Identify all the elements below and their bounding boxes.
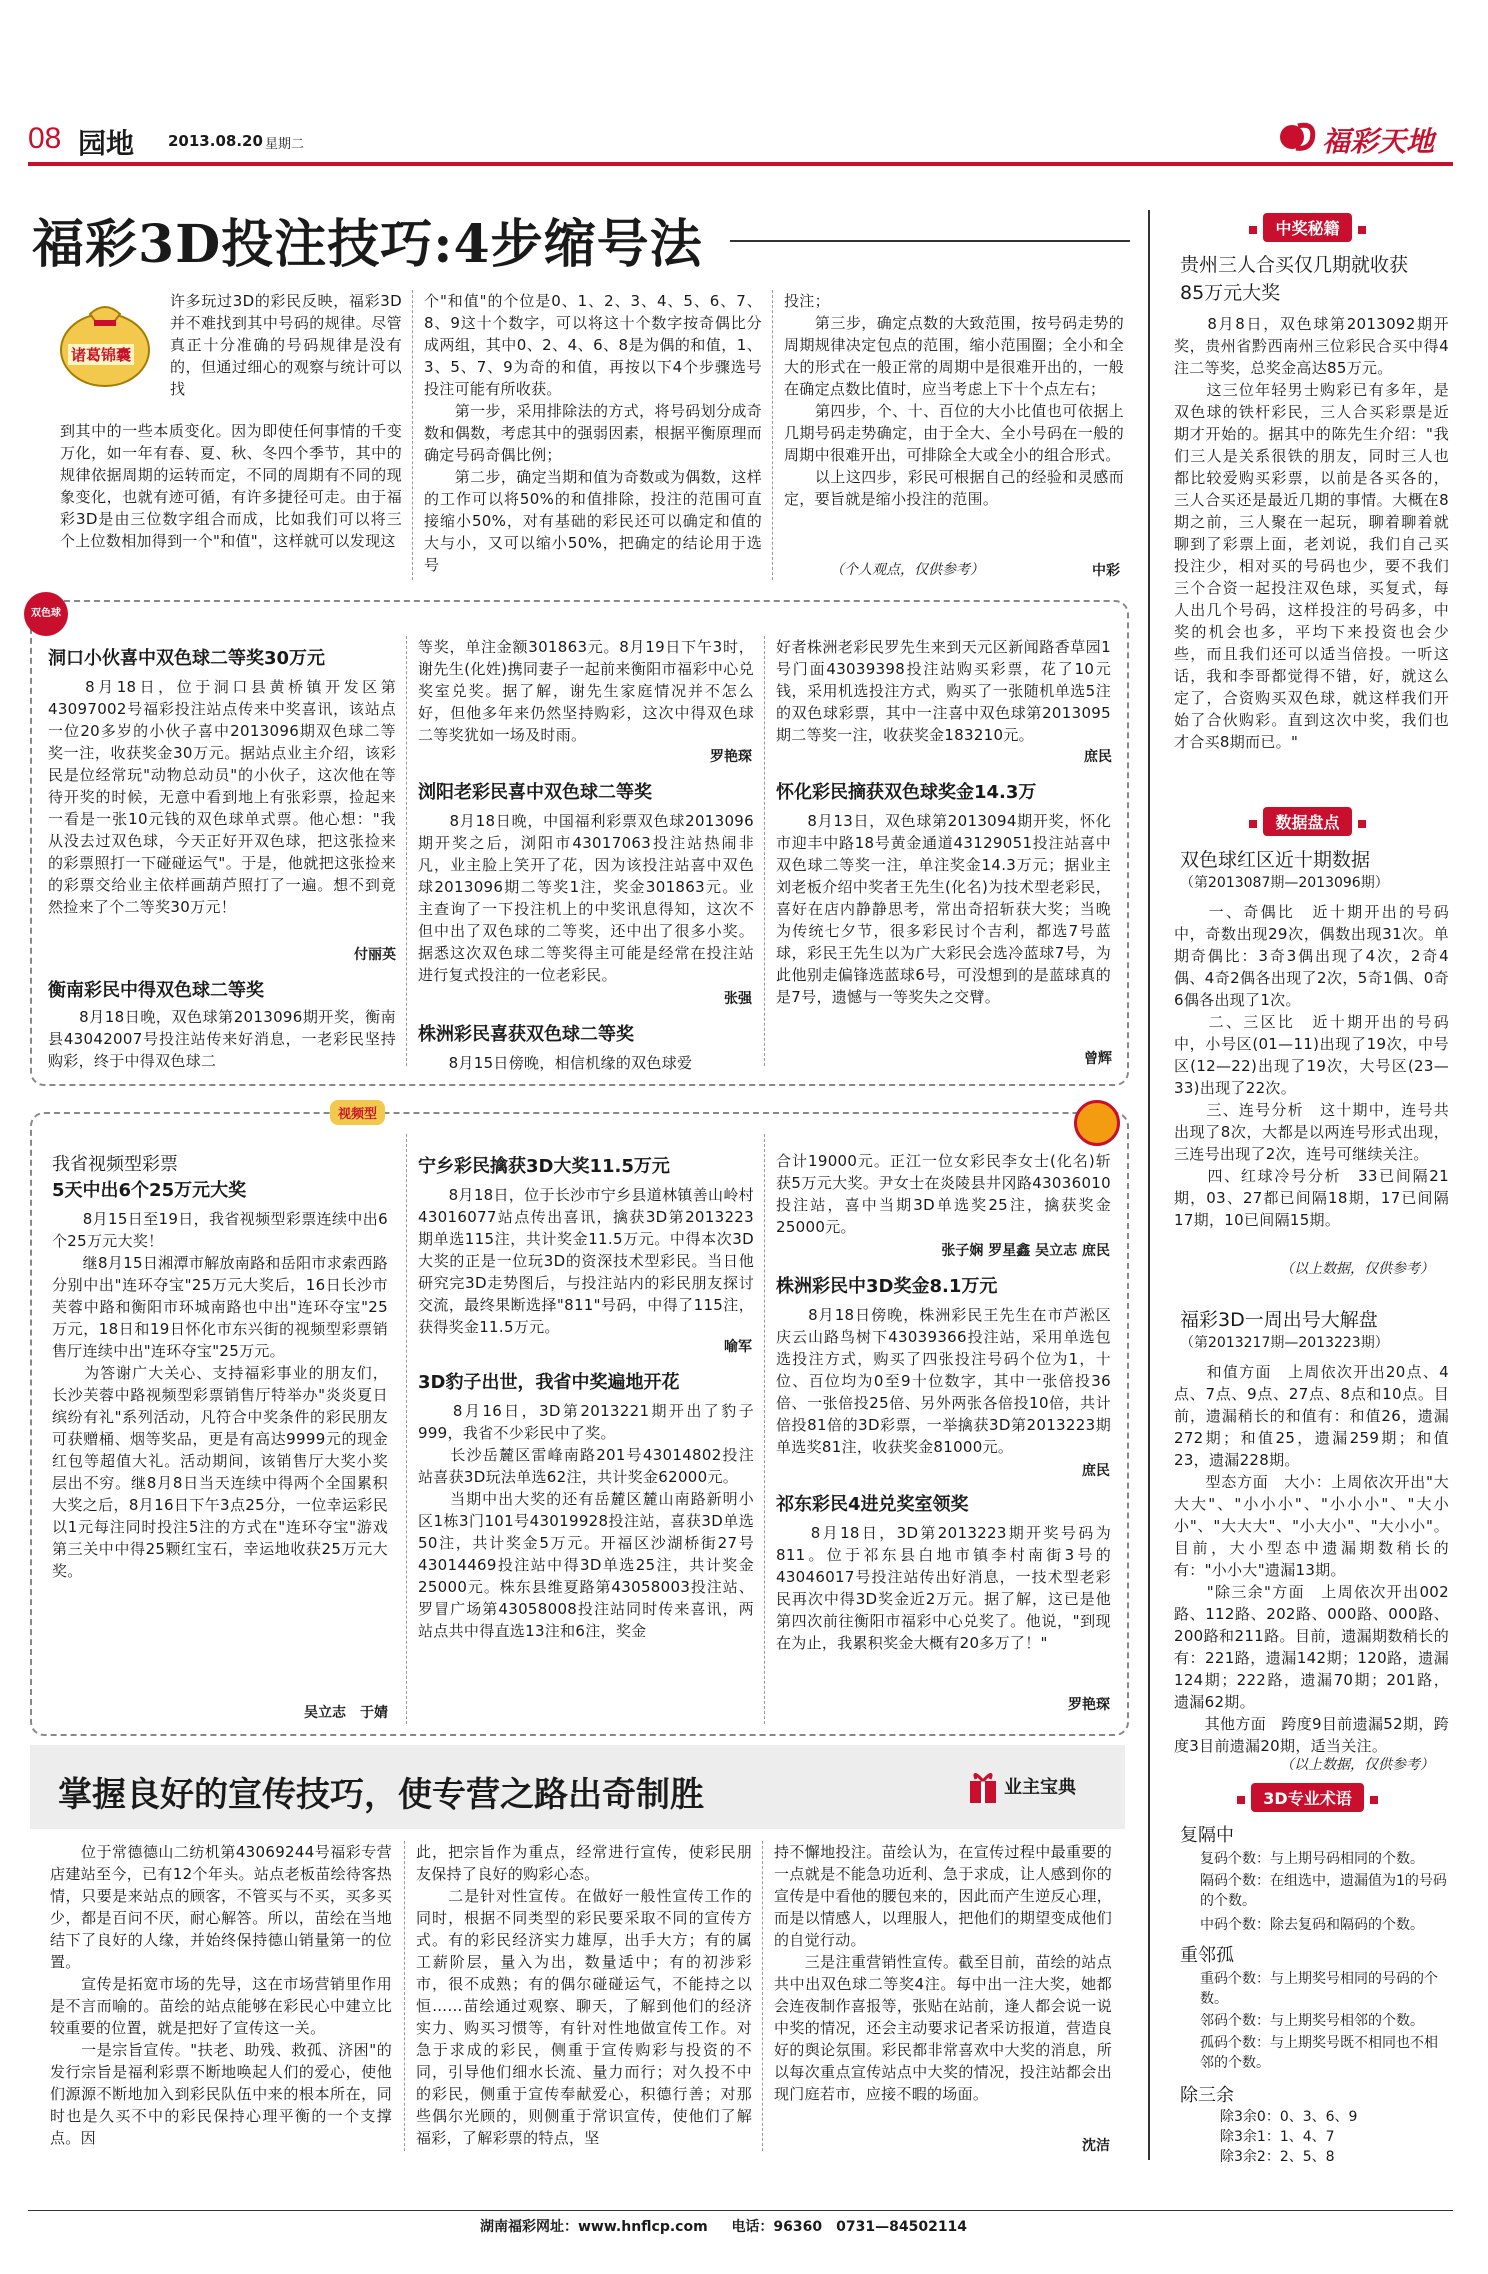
bottom-col3: 持不懈地投注。苗绘认为，在宣传过程中最重要的一点就是不能急功近利、急于求成，让人感到你的宣传是中看他的腰包来的，因此而产生逆反心理，而是以情感人，以理服人，把他们的期望变成他们的自觉行动。 三是注重营销性宣传。截至目前，苗绘的站点共中出双色球二等奖4注。每中出一注大奖，她都会连夜制作喜报等，张贴在站前，逢人都会说一说中奖的情况，还会主动要求记者采访报道，营造良好的舆论氛围。彩民都非常喜欢中大奖的消息，所以每次重点宣传站点中大奖的情况，投注站都会出现门庭若市，应接不暇的场面。 xyxy=(774,1843,1112,2103)
sidebar xyxy=(1160,205,1455,2165)
3d-b4-title: 株洲彩民中3D奖金8.1万元 xyxy=(776,1276,998,1297)
section-name: 园地 xyxy=(78,127,135,160)
3d-b3-author: 张子娴 罗星鑫 吴立志 庶民 xyxy=(941,1243,1110,1259)
main-note: （个人观点，仅供参考） xyxy=(830,562,984,578)
sidebar-tag-data: 数据盘点 xyxy=(1263,807,1351,836)
video-logo: 视频型 xyxy=(330,1100,385,1125)
ssq-a2-cont: 等奖，单注金额301863元。8月19日下午3时，谢先生(化姓)携同妻子一起前来衡阳市福彩中心兑奖室兑奖。据了解，谢先生家庭情况并不怎么好，但他多年来仍然坚持购彩，这次中得双色球二等奖犹如一场及时雨。 xyxy=(418,638,754,744)
ssq-a2-title: 衡南彩民中得双色球二等奖 xyxy=(48,980,264,1001)
3d-b2-author: 喻军 xyxy=(724,1339,752,1355)
ssq-a3-body: 8月18日晚，中国福利彩票双色球2013096期开奖之后，浏阳市43017063投注站热闹非凡，业主脸上笑开了花，因为该投注站喜中双色球2013096期二等奖1注，奖金301863元。业主查询了一下投注机上的中奖讯息得知，这次不但中出了双色球的二等奖，还中出了很多小奖。据悉这次双色球二等奖得主可能是经常在投注站进行复式投注的一位老彩民。 xyxy=(418,812,754,984)
col-divider xyxy=(406,636,407,1066)
main-author: 中彩 xyxy=(1092,563,1120,579)
bottom-col2: 此，把宗旨作为重点，经常进行宣传，使彩民朋友保持了良好的购彩心态。 二是针对性宣传。在做好一般性宣传工作的同时，根据不同类型的彩民要采取不同的宣传方式。有的彩民经济实力雄厚，出手大方；有的属工薪阶层，量入为出，数量适中；有的初涉彩市，很不成熟；有的偶尔碰碰运气，不能持之以恒……苗绘通过观察、聊天，了解到他们的经济实力、购买习惯等，有针对性地做宣传工作。对急于求成的彩民，侧重于宣传购彩与投资的不同，引导他们细水长流、量力而行；对久投不中的彩民，侧重于宣传奉献爱心，积德行善；对那些偶尔光顾的，则侧重于常识宣传，使他们了解福彩，了解彩票的特点，坚 xyxy=(416,1843,752,2147)
sidebar-tag-wrap xyxy=(1160,213,1455,242)
ssq-a4-body: 8月15日傍晚，相信机缘的双色球爱 xyxy=(418,1054,693,1072)
footer-rule xyxy=(28,2210,1453,2211)
sidebar-s3-sub: （第2013217期—2013223期） xyxy=(1180,1335,1389,1351)
ssq-a1-title: 洞口小伙喜中双色球二等奖30万元 xyxy=(48,648,326,669)
sidebar-s1-title: 贵州三人合买仅几期就收获85万元大奖 xyxy=(1180,254,1409,304)
sidebar-s1-body: 8月8日，双色球第2013092期开奖，贵州省黔西南州三位彩民合买中得4注二等奖，总奖金高达85万元。 这三位年轻男士购彩已有多年，是双色球的铁杆彩民，三人合买彩票是近期才开始的。据其中的陈先生介绍："我们三人是关系很铁的朋友，同时三人也都比较爱购买彩票，以前是各买各的，三人合买还是最近几期的事情。大概在8期之前，三人聚在一起玩，聊着聊着就聊到了彩票上面，老刘说，我们自己买投注少，相对买的号码也少，要不我们三个合资一起投注双色球，买复式，每人出几个号码，这样投注的号码多，中奖的机会也多，平均下来投资也会少些，而且我们还可以适当倍投。一听这话，我和李哥都觉得不错，好，就这么定了，合资购买双色球，就这样我们开始了合伙购彩。直到这次中奖，我们也才合买8期而已。" xyxy=(1174,315,1449,751)
glossary-2-line-1: 重码个数：与上期奖号相同的号码的个数。 xyxy=(1200,1971,1438,2007)
sidebar-s2-title: 双色球红区近十期数据 xyxy=(1180,849,1371,871)
ssq-a1-author: 付丽英 xyxy=(354,947,396,963)
sidebar-s3-title: 福彩3D一周出号大解盘 xyxy=(1180,1309,1378,1331)
sidebar-s3-body: 和值方面 上周依次开出20点、4点、7点、9点、27点、8点和10点。目前，遗漏稍长的和值有：和值26，遗漏272期；和值25，遗漏259期；和值23，遗漏228期。 型态方面 大小：上周依次开出"大大大"、"小小小"、"小小小"、"大小小"、"大大大"、"小大小"、"大小小"。目前，大小型态中遗漏期数稍长的有："小小大"遗漏13期。 "除三余"方面 上周依次开出002路、112路、202路、000路、000路、200路和211路。目前，遗漏期数稍长的有：221路，遗漏142期；120路，遗漏124期；222路，遗漏70期；201路，遗漏62期。 其他方面 跨度9目前遗漏52期，跨度3目前遗漏20期，适当关注。 xyxy=(1174,1363,1449,1755)
glossary-1-line-3: 中码个数：除去复码和隔码的个数。 xyxy=(1200,1917,1424,1933)
video-b1-body: 8月15日至19日，我省视频型彩票连续中出6个25万元大奖！ 继8月15日湘潭市解放南路和岳阳市求索西路分别中出"连环夺宝"25万元大奖后，16日长沙市芙蓉中路和衡阳市环城南路也中出"连环夺宝"25万元，18日和19日怀化市东兴街的视频型彩票销售厅连续中出"连环夺宝"25万元。 为答谢广大关心、支持福彩事业的朋友们，长沙芙蓉中路视频型彩票销售厅特举办"炎炎夏日 缤纷有礼"系列活动，凡符合中奖条件的彩民朋友可获赠桶、烟等奖品，更是有高达9999元的现金红包等超值大礼。活动期间，该销售厅大奖小奖层出不穷。继8月8日当天连续中得两个全国累积大奖之后，8月16日下午3点25分，一位幸运彩民以1元每注同时投注5注的方式在"连环夺宝"游戏第三关中中得25颗红宝石，幸运地收获25万元大奖。 xyxy=(52,1210,388,1580)
page-header xyxy=(28,118,1453,162)
brand-logo xyxy=(1278,118,1453,156)
sidebar-s2-note: （以上数据，仅供参考） xyxy=(1280,1261,1434,1277)
col-divider xyxy=(406,1134,407,1724)
sidebar-s3-note: （以上数据，仅供参考） xyxy=(1280,1757,1434,1773)
video-b1-title-1: 我省视频型彩票 xyxy=(52,1154,178,1175)
col-divider xyxy=(764,636,765,1066)
glossary-2-line-3: 孤码个数：与上期奖号既不相同也不相邻的个数。 xyxy=(1200,2035,1438,2071)
ssq-a3-author: 张强 xyxy=(724,991,752,1007)
col-divider xyxy=(404,1841,405,2151)
glossary-1-title: 复隔中 xyxy=(1180,1825,1234,1846)
footer-tel: 电话：96360 0731—84502114 xyxy=(731,2219,968,2235)
3d-b3-body: 8月16日，3D第2013221期开出了豹子999，我省不少彩民中了奖。 长沙岳麓区雷峰南路201号43014802投注站喜获3D玩法单选62注，共计奖金62000元。 当期中出大奖的还有岳麓区麓山南路新明小区1栋3门101号43019928投注站，喜获3D单选50注，共计奖金5万元。开福区沙湖桥街27号43014469投注站中得3D单选25注，共计奖金25000元。株东县维夏路第43058003投注站、罗冒广场第43058008投注站同时传来喜讯，两站点共中得直选13注和6注，奖金 xyxy=(418,1402,754,1640)
badge-label: 诸葛锦囊 xyxy=(68,344,134,365)
glossary-1-line-1: 复码个数：与上期号码相同的个数。 xyxy=(1200,1851,1424,1867)
main-col2: 个"和值"的个位是0、1、2、3、4、5、6、7、8、9这十个数字，可以将这十个数字按奇偶比分成两组，其中0、2、4、6、8是为偶的和值，1、3、5、7、9为奇的和值，再按以下4个步骤选号投注可能有所收获。 第一步，采用排除法的方式，将号码划分成奇数和偶数，考虑其中的强弱因素，根据平衡原理而确定号码奇偶比例； 第二步，确定当期和值为奇数或为偶数，这样的工作可以将50%的和值排除，投注的范围可直接缩小50%，对有基础的彩民还可以确定和值的大与小，又可以缩小50%，把确定的结论用于选号 xyxy=(424,292,762,574)
3d-b5-title: 祁东彩民4进兑奖室领奖 xyxy=(776,1494,969,1515)
sidebar-s2-sub: （第2013087期—2013096期） xyxy=(1180,875,1389,891)
3d-b2-title: 宁乡彩民擒获3D大奖11.5万元 xyxy=(418,1156,670,1177)
sidebar-rule xyxy=(1148,210,1150,2160)
ssq-a5-author: 曾辉 xyxy=(1084,1051,1112,1067)
col-divider xyxy=(412,290,413,580)
ssq-a5-title: 怀化彩民摘获双色球奖金14.3万 xyxy=(776,782,1037,803)
3d-b5-author: 罗艳琛 xyxy=(1068,1697,1110,1713)
glossary-2-line-2: 邻码个数：与上期奖号相邻的个数。 xyxy=(1200,2013,1424,2029)
issue-date: 2013.08.20 xyxy=(168,132,263,150)
bottom-col1: 位于常德德山二纺机第43069244号福彩专营店建站至今，已有12个年头。站点老板苗绘待客热情，只要是来站点的顾客，不管买与不买，买多买少，都是百问不厌，耐心解答。所以，苗绘在当地结下了良好的人缘，并始终保持德山销量第一的位置。 宣传是拓宽市场的先导，这在市场营销里作用是不言而喻的。苗绘的站点能够在彩民心中建立比较重要的位置，就是把好了宣传这一关。 一是宗旨宣传。"扶老、助残、救孤、济困"的发行宗旨是福利彩票不断地唤起人们的爱心，使他们源源不断地加入到彩民队伍中来的根本所在，同时也是久买不中的彩民保持心理平衡的一个支撑点。因 xyxy=(50,1843,392,2147)
brand-name: 福彩天地 xyxy=(1322,125,1435,158)
glossary-3-title: 除三余 xyxy=(1180,2085,1234,2106)
col-divider xyxy=(772,290,773,580)
ssq-a2-author: 罗艳琛 xyxy=(710,749,752,765)
3d-b5-body: 8月18日，3D第2013223期开奖号码为811。位于祁东县白地市镇李村南街3号的43046017号投注站传出好消息，一技术型老彩民再次中得3D奖金近2万元。据了解，这已是他第四次前往衡阳市福彩中心兑奖了。他说，"到现在为止，我累积奖金大概有20多万了！" xyxy=(776,1524,1111,1652)
main-col3: 投注； 第三步，确定点数的大致范围，按号码走势的周期规律决定包点的范围，缩小范围圈；全小和全大的形式在一般正常的周期中是很难开出的，一般在确定点数比值时，应当考虑上下十个点左右； 第四步，个、十、百位的大小比值也可依据上几期号码走势确定，由于全大、全小号码在一般的周期中很难开出，可排除全大或全小的组合形式。 以上这四步，彩民可根据自己的经验和灵感而定，要旨就是缩小投注的范围。 xyxy=(784,292,1124,508)
3d-b4-author: 庶民 xyxy=(1082,1463,1110,1479)
bottom-author: 沈洁 xyxy=(1082,2138,1110,2154)
glossary-3-line-2: 除3余1：1、4、7 xyxy=(1220,2129,1335,2145)
title-rule xyxy=(730,240,1130,242)
ssq-a4-title: 株洲彩民喜获双色球二等奖 xyxy=(418,1024,634,1045)
brand-mark-icon xyxy=(1278,118,1318,156)
3d-b3-cont: 合计19000元。正江一位女彩民李女士(化名)斩获5万元大奖。尹女士在炎陵县井冈路43036010投注站，喜中当期3D单选奖25注，擒获奖金25000元。 xyxy=(776,1152,1111,1236)
article-title: 福彩3D投注技巧:4步缩号法 xyxy=(32,214,703,275)
col-divider xyxy=(762,1841,763,2151)
glossary-1-line-2: 隔码个数：在组选中，遗漏值为1的号码的个数。 xyxy=(1200,1873,1447,1909)
bottom-tag-label: 业主宝典 xyxy=(1004,1777,1076,1798)
main-col1-intro: 许多玩过3D的彩民反映，福彩3D并不难找到其中号码的规律。尽管真正十分准确的号码规律是没有的，但通过细心的观察与统计可以找 xyxy=(170,292,402,398)
col-divider xyxy=(764,1134,765,1724)
glossary-2-title: 重邻孤 xyxy=(1180,1945,1234,1966)
main-col1: 到其中的一些本质变化。因为即使任何事情的千变万化，如一年有春、夏、秋、冬四个季节，其中的规律依据周期的运转而定，不同的周期有不同的现象变化，也就有迹可循，有许多捷径可走。由于福彩3D是由三位数字组合而成，比如我们可以将三个上位数相加得到一个"和值"，这样就可以发现这 xyxy=(60,422,402,550)
sidebar-tag-glossary: 3D专业术语 xyxy=(1251,1783,1363,1812)
ssq-a3-title: 浏阳老彩民喜中双色球二等奖 xyxy=(418,782,652,803)
sidebar-s2-body: 一、奇偶比 近十期开出的号码中，奇数出现29次，偶数出现31次。单期奇偶比：3奇3偶出现了4次，2奇4偶、4奇2偶各出现了2次，5奇1偶、0奇6偶各出现了1次。 二、三区比 近十期开出的号码中，小号区(01—11)出现了19次，中号区(12—22)出现了19次，大号区(23—33)出现了22次。 三、连号分析 这十期中，连号共出现了8次，大都是以两连号形式出现，三连号出现了2次，连号可继续关注。 四、红球冷号分析 33已间隔21期，03、27都已间隔18期，17已间隔17期，10已间隔15期。 xyxy=(1174,903,1449,1229)
bottom-article-title: 掌握良好的宣传技巧，使专营之路出奇制胜 xyxy=(58,1775,704,1815)
badge-image xyxy=(50,292,160,392)
video-b1-title-2: 5天中出6个25万元大奖 xyxy=(52,1180,247,1201)
3d-b4-body: 8月18日傍晚，株洲彩民王先生在市芦淞区庆云山路鸟树下43039366投注站，采用单选包选投注方式，购买了四张投注号码个位为1，十位、百位均为0至9十位数字，其中一张倍投36倍、一张倍投25倍、另外两张各倍投10倍，共计倍投81倍的3D彩票，一举擒获3D第2013223期单选奖81注，收获奖金81000元。 xyxy=(776,1306,1111,1456)
sidebar-tag-wrap xyxy=(1160,807,1455,836)
ssq-a4-cont: 好者株洲老彩民罗先生来到天元区新闻路香草园1号门面43039398投注站购买彩票，花了10元钱，采用机选投注方式，购买了一张随机单选5注的双色球彩票，其中一注喜中双色球第2013095期二等奖一注，收获奖金183210元。 xyxy=(776,638,1111,744)
video-b1-author: 吴立志 于婧 xyxy=(304,1705,388,1721)
main-article xyxy=(30,180,1130,590)
issue-weekday: 星期二 xyxy=(265,137,305,152)
ssq-a2-body: 8月18日晚，双色球第2013096期开奖，衡南县43042007号投注站传来好消息，一老彩民坚持购彩，终于中得双色球二 xyxy=(48,1008,396,1070)
video-3d-news-box xyxy=(30,1107,1129,1736)
ssq-a4-author: 庶民 xyxy=(1084,749,1112,765)
sidebar-tag-winning: 中奖秘籍 xyxy=(1263,213,1351,242)
glossary-3-line-1: 除3余0：0、3、6、9 xyxy=(1220,2109,1358,2125)
ssq-a5-body: 8月13日，双色球第2013094期开奖，怀化市迎丰中路18号黄金通道43129051投注站喜中双色球二等奖一注，单注奖金14.3万元；据业主刘老板介绍中奖者王先生(化名)为技术型老彩民，喜好在店内静静思考，常出奇招斩获大奖；当晚为传统七夕节，很多彩民讨个吉利，都选7号蓝球，彩民王先生以为广大彩民会选冷蓝球7号，为此他别走偏锋选蓝球6号，可没想到的是蓝球真的是7号，遗憾与一等奖失之交臂。 xyxy=(776,812,1111,1006)
gift-icon xyxy=(966,1769,1000,1805)
bottom-article xyxy=(30,1745,1125,2165)
footer xyxy=(480,2216,1040,2236)
sidebar-tag-wrap xyxy=(1160,1783,1455,1812)
money-bag-icon xyxy=(50,292,160,392)
ssq-a1-body: 8月18日，位于洞口县黄桥镇开发区第43097002号福彩投注站点传来中奖喜讯，该站点一位20多岁的小伙子喜中2013096期双色球二等奖一注，收获奖金30万元。据站点业主介绍，该彩民是位经常玩"动物总动员"的小伙子，这次他在等待开奖的时候，无意中看到地上有张彩票，捡起来一看是一张10元钱的双色球单式票。他心想："我从没去过双色球，今天正好开双色球，把这张捡来的彩票照打一下碰碰运气"。于是，他就把这张捡来的彩票交给业主依样画葫芦照打了一遍。想不到竟然捡来了个二等奖30万元！ xyxy=(48,678,396,916)
page-number: 08 xyxy=(28,122,62,155)
ssq-news-box xyxy=(30,600,1129,1086)
ssq-logo: 双色球 xyxy=(24,592,68,636)
3d-logo-icon xyxy=(1074,1100,1120,1146)
footer-site: 湖南福彩网址：www.hnflcp.com xyxy=(480,2219,708,2235)
3d-b3-title: 3D豹子出世，我省中奖遍地开花 xyxy=(418,1372,680,1393)
header-rule xyxy=(28,162,1453,166)
3d-b2-body: 8月18日，位于长沙市宁乡县道林镇善山岭村43016077站点传出喜讯，擒获3D第2013223期单选115注，共计奖金11.5万元。中得本次3D大奖的正是一位玩3D的资深技术型彩民。当日他研究完3D走势图后，与投注站内的彩民朋友探讨交流，最终果断选择"811"号码，中得了115注，获得奖金11.5万元。 xyxy=(418,1186,754,1336)
glossary-3-line-3: 除3余2：2、5、8 xyxy=(1220,2149,1335,2165)
